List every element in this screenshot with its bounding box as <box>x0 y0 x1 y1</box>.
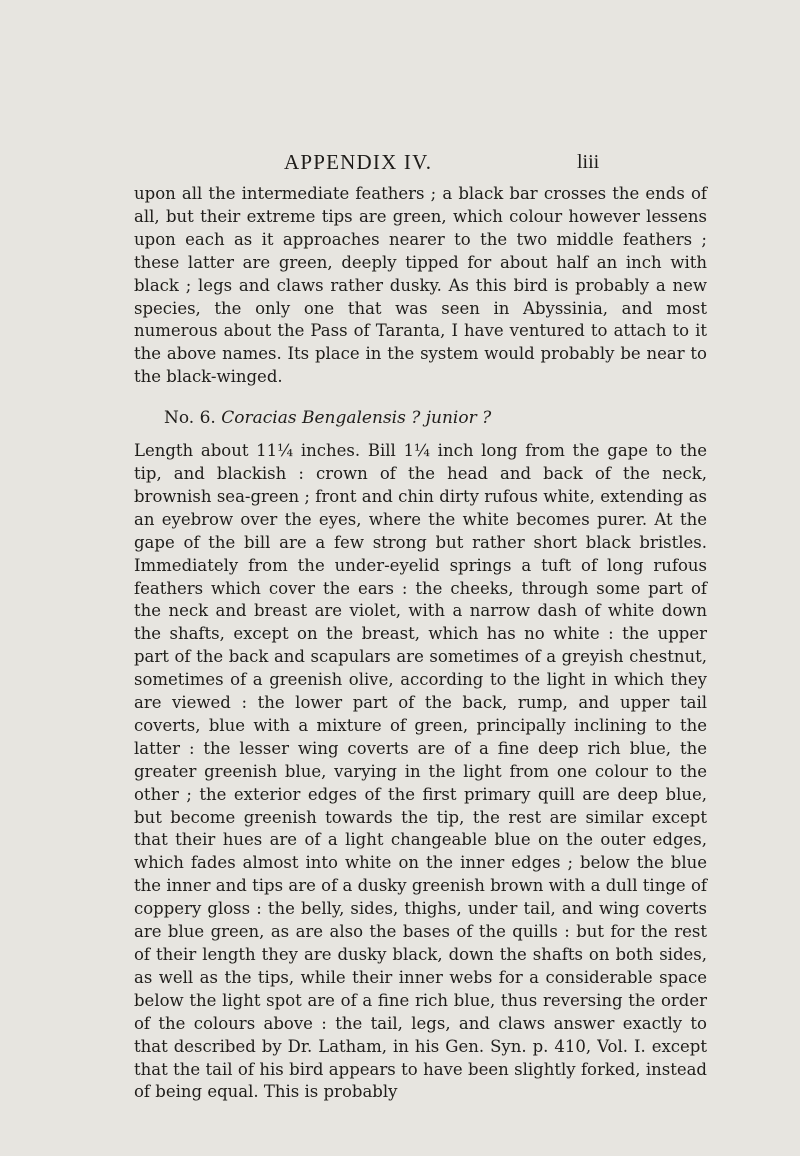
paragraph-continuation: upon all the intermediate feathers ; a black bar crosses the ends of all, but their extreme tips are green, which colour however lessens upon each as it approaches nearer to the two middle feathers ; these latter are green, deeply tipped for about half an inch with black ; legs and claws rather dusky. As this bird is probably a new species, the only one that was seen in Abyssinia, and most numerous about the Pass of Taranta, I have ventured to attach to it the above names. Its place in the system would probably be near to the black-winged. <box>134 184 707 387</box>
page-body <box>134 183 707 1104</box>
species-description: Length about 11¼ inches. Bill 1¼ inch long from the gape to the tip, and blackish : crown of the head and back of the neck, brownish sea-green ; front and chin dirty rufous white, extending as an eyebrow over the eyes, where the white becomes purer. At the gape of the bill are a few strong but rather short black bristles. Immediately from the under-eyelid springs a tuft of long rufous feathers which cover the ears : the cheeks, through some part of the neck and breast are violet, with a narrow dash of white down the shafts, except on the breast, which has no white : the upper part of the back and scapulars are sometimes of a greyish chestnut, sometimes of a greenish olive, according to the light in which they are viewed : the lower part of the back, rump, and upper tail coverts, blue with a mixture of green, principally inclining to the latter : the lesser wing coverts are of a fine deep rich blue, the greater greenish blue, varying in the light from one colour to the other ; the exterior edges of the first primary quill are deep blue, but become greenish towards the tip, the rest are similar except that their hues are of a light changeable blue on the outer edges, which fades almost into white on the inner edges ; below the blue the inner and tips are of a dusky greenish brown with a dull tinge of coppery gloss : the belly, sides, thighs, under tail, and wing coverts are blue green, as are also the bases of the quills : but for the rest of their length they are dusky black, down the shafts on both sides, as well as the tips, while their inner webs for a considerable space below the light spot are of a fine rich blue, thus reversing the order of the colours above : the tail, legs, and claws answer exactly to that described by Dr. Latham, in his Gen. Syn. p. 410, Vol. I. except that the tail of his bird appears to have been slightly forked, instead of being equal. This is probably <box>134 441 707 1102</box>
running-head <box>0 147 800 179</box>
species-heading <box>134 407 707 430</box>
page-number: liii <box>577 151 600 173</box>
species-name: Coracias Bengalensis ? junior ? <box>221 408 492 429</box>
species-number: No. 6. <box>164 408 216 429</box>
running-title: APPENDIX IV. <box>284 150 433 174</box>
